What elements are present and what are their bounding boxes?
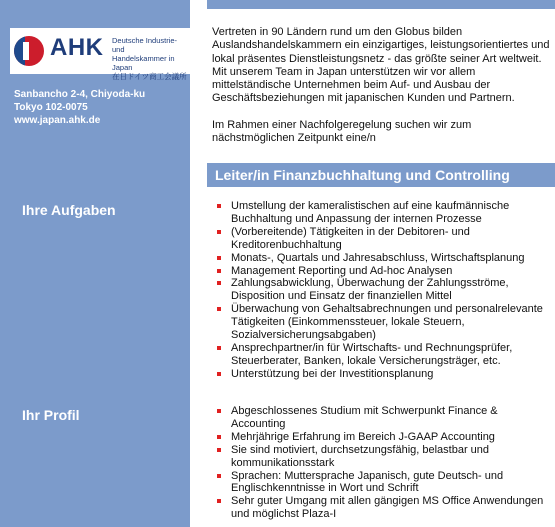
- website-link[interactable]: www.japan.ahk.de: [14, 115, 101, 126]
- list-item: Zahlungsabwicklung, Überwachung der Zahlungsströme, Disposition und Einsatz der finanziellen Mittel: [213, 277, 549, 303]
- logo-text: [112, 36, 190, 81]
- intro-paragraph-2: Im Rahmen einer Nachfolgeregelung suchen wir zum nächstmöglichen Zeitpunkt eine/n: [212, 118, 472, 145]
- address-street: Sanbancho 2-4, Chiyoda-ku: [14, 89, 146, 100]
- list-item: Ansprechpartner/in für Wirtschafts- und Rechnungsprüfer, Steuerberater, Banken, lokale Versicherungsträger, etc.: [213, 342, 549, 368]
- list-item: Überwachung von Gehaltsabrechnungen und personalrelevante Tätigkeiten (Einkommenssteuer, lokale Steuern, Sozialversicherungsabgaben): [213, 303, 549, 342]
- list-item: Monats-, Quartals und Jahresabschluss, Wirtschaftsplanung: [213, 252, 549, 265]
- logo-line-2: Handelskammer in Japan: [112, 54, 175, 72]
- list-item: (Vorbereitende) Tätigkeiten in der Debitoren- und Kreditorenbuchhaltung: [213, 226, 549, 252]
- profile-list: [213, 405, 549, 521]
- tasks-list: [213, 200, 549, 381]
- list-item: Sie sind motiviert, durchsetzungsfähig, belastbar und kommunikationsstark: [213, 444, 549, 470]
- intro-text: [212, 26, 552, 158]
- job-title-banner: [207, 163, 555, 187]
- list-item: Unterstützung bei der Investitionsplanung: [213, 368, 549, 381]
- section-label-tasks: Ihre Aufgaben: [22, 202, 116, 218]
- list-item: Umstellung der kameralistischen auf eine kaufmännische Buchhaltung und Anpassung der internen Prozesse: [213, 200, 549, 226]
- sidebar: [0, 0, 190, 527]
- list-item: Sprachen: Muttersprache Japanisch, gute Deutsch- und Englischkenntnisse in Wort und Schrift: [213, 470, 549, 496]
- intro-paragraph-1: Vertreten in 90 Ländern rund um den Globus bilden Auslandshandelskammern ein einzigartiges, leistungsorientiertes und lokal präsentes Dienstleistungsnetz - das größte seiner Art weltweit. Mit unserem Team in Japan unterstützen wir vor allem mittelständische Unternehmen beim Auf- und Ausbau der Geschäftsbeziehungen mit japanischen Kunden und Partnern.: [212, 26, 550, 105]
- ahk-logo: [10, 28, 190, 81]
- flag-icon: [14, 36, 44, 66]
- logo-line-3: 在日ドイツ商工会議所: [112, 72, 187, 81]
- list-item: Mehrjährige Erfahrung im Bereich J-GAAP Accounting: [213, 431, 549, 444]
- logo-wordmark: AHK: [50, 34, 104, 61]
- job-title: Leiter/in Finanzbuchhaltung und Controlling: [215, 167, 510, 183]
- list-item: Abgeschlossenes Studium mit Schwerpunkt Finance & Accounting: [213, 405, 549, 431]
- address-city: Tokyo 102-0075: [14, 102, 88, 113]
- list-item: Management Reporting und Ad-hoc Analysen: [213, 265, 549, 278]
- top-strip: [207, 0, 555, 9]
- list-item: Sehr guter Umgang mit allen gängigen MS Office Anwendungen und möglichst Plaza-I: [213, 495, 549, 521]
- section-label-profile: Ihr Profil: [22, 407, 80, 423]
- address-block: [14, 88, 184, 127]
- logo-line-1: Deutsche Industrie- und: [112, 36, 178, 54]
